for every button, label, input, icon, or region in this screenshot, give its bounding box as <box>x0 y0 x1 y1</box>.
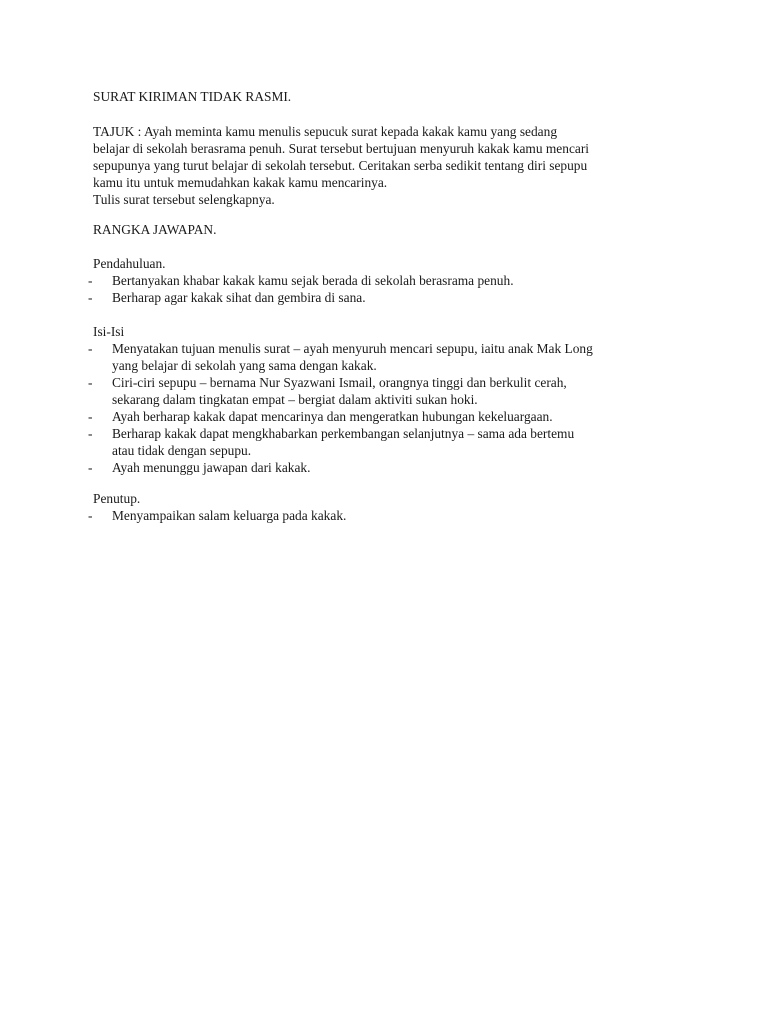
tajuk-line: belajar di sekolah berasrama penuh. Surat tersebut bertujuan menyuruh kakak kamu mencari <box>93 141 590 156</box>
list-item-line: Menyampaikan salam keluarga pada kakak. <box>112 508 347 523</box>
list-item <box>0 340 672 374</box>
tajuk-line: kamu itu untuk memudahkan kakak kamu mencarinya. <box>93 175 388 190</box>
list-item-line: Ciri-ciri sepupu – bernama Nur Syazwani Ismail, orangnya tinggi dan berkulit cerah, <box>112 375 567 390</box>
list-item-line: Ayah berharap kakak dapat mencarinya dan mengeratkan hubungan kekeluargaan. <box>112 409 553 424</box>
dash-marker: - <box>88 409 93 424</box>
dash-marker: - <box>88 460 93 475</box>
tajuk-paragraph <box>93 123 683 208</box>
dash-marker: - <box>88 375 93 390</box>
isi-list <box>0 340 700 476</box>
list-item <box>0 289 672 306</box>
list-item <box>0 374 672 408</box>
dash-marker: - <box>88 290 93 305</box>
list-item-line: yang belajar di sekolah yang sama dengan kakak. <box>112 358 377 373</box>
list-item <box>0 507 672 524</box>
penutup-list <box>0 507 700 524</box>
list-item <box>0 408 672 425</box>
list-item-line: sekarang dalam tingkatan empat – bergiat dalam aktiviti sukan hoki. <box>112 392 478 407</box>
dash-marker: - <box>88 273 93 288</box>
list-item-line: Berharap kakak dapat mengkhabarkan perkembangan selanjutnya – sama ada bertemu <box>112 426 575 441</box>
list-item <box>0 272 672 289</box>
pendahuluan-list <box>0 272 700 306</box>
list-item-line: Menyatakan tujuan menulis surat – ayah menyuruh mencari sepupu, iaitu anak Mak Long <box>112 341 593 356</box>
dash-marker: - <box>88 341 93 356</box>
list-item <box>0 425 672 459</box>
pendahuluan-heading: Pendahuluan. <box>93 256 166 271</box>
dash-marker: - <box>88 426 93 441</box>
list-item-line: Bertanyakan khabar kakak kamu sejak berada di sekolah berasrama penuh. <box>112 273 514 288</box>
tajuk-line: sepupunya yang turut belajar di sekolah tersebut. Ceritakan serba sedikit tentang diri sepupu <box>93 158 588 173</box>
list-item-line: Ayah menunggu jawapan dari kakak. <box>112 460 311 475</box>
dash-marker: - <box>88 508 93 523</box>
penutup-heading: Penutup. <box>93 491 141 506</box>
list-item-line: Berharap agar kakak sihat dan gembira di sana. <box>112 290 366 305</box>
list-item-line: atau tidak dengan sepupu. <box>112 443 252 458</box>
tajuk-line: Tulis surat tersebut selengkapnya. <box>93 192 275 207</box>
tajuk-line: TAJUK : Ayah meminta kamu menulis sepucuk surat kepada kakak kamu yang sedang <box>93 124 558 139</box>
isi-heading: Isi-Isi <box>93 324 125 339</box>
list-item <box>0 459 672 476</box>
document-title: SURAT KIRIMAN TIDAK RASMI. <box>93 89 292 104</box>
rangka-heading: RANGKA JAWAPAN. <box>93 222 217 237</box>
